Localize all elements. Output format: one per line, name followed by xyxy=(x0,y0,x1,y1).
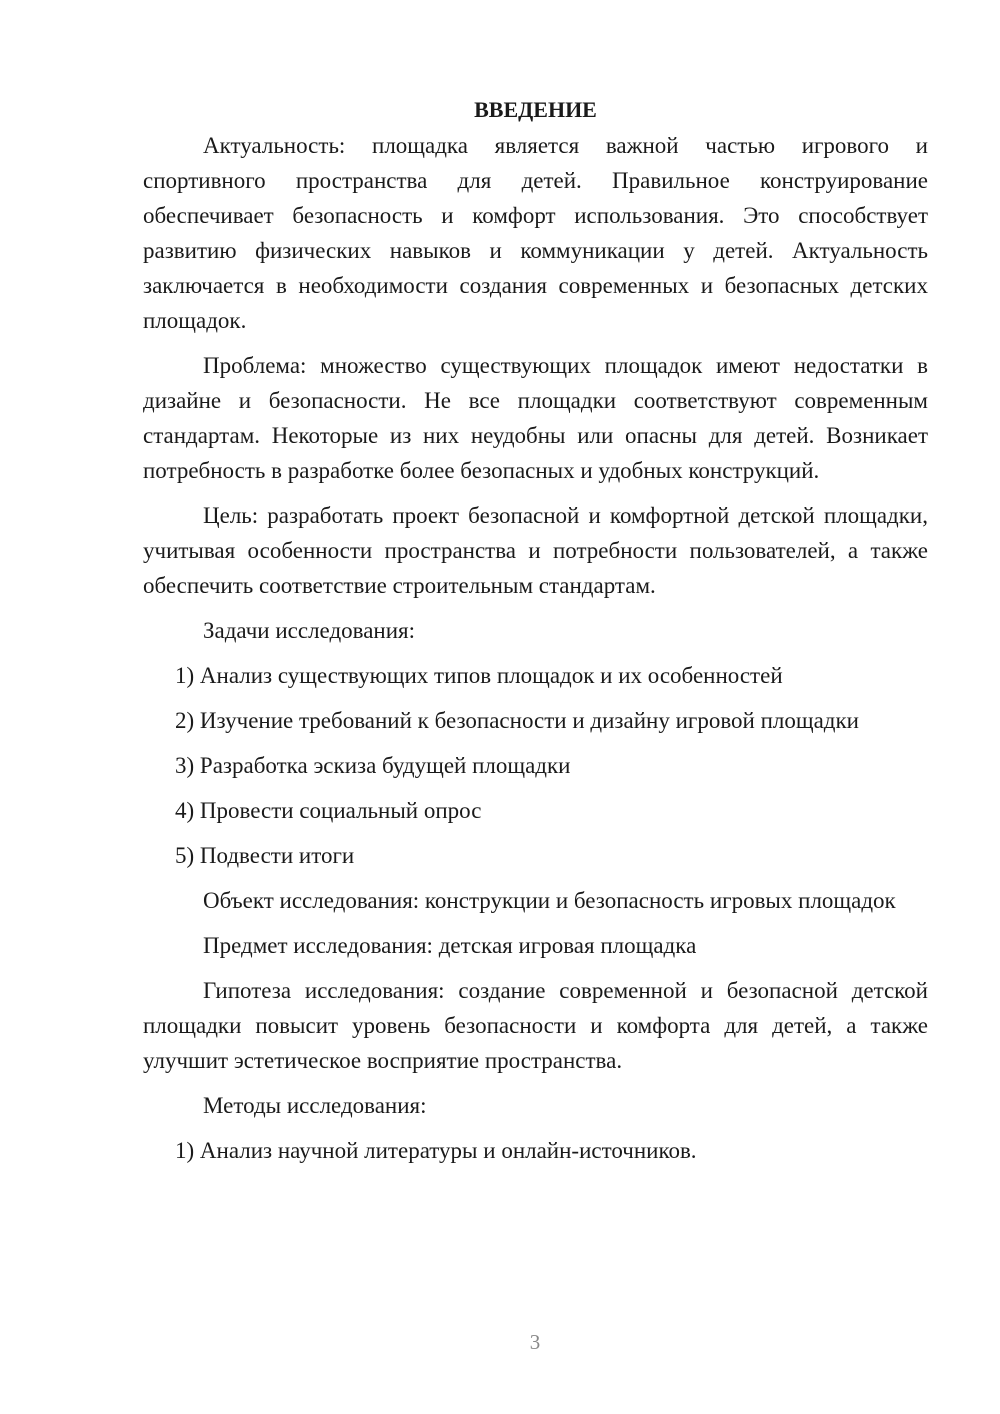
list-item: 3) Разработка эскиза будущей площадки xyxy=(175,753,571,778)
page-content xyxy=(143,92,928,1178)
methods-list xyxy=(143,1133,928,1168)
tasks-heading: Задачи исследования: xyxy=(203,618,416,643)
problem-paragraph: Проблема: множество существующих площадок имеют недостатки в дизайне и безопасности. Не все площадки соответствуют современным стандартам. Некоторые из них неудобны или опасны для детей. Возникает потребность в разработке более безопасных и удобных конструкций. xyxy=(143,353,928,483)
list-item: 4) Провести социальный опрос xyxy=(175,798,482,823)
page-number: 3 xyxy=(529,1330,541,1354)
subject-paragraph: Предмет исследования: детская игровая площадка xyxy=(203,933,697,958)
list-item: 1) Анализ существующих типов площадок и их особенностей xyxy=(175,663,783,688)
relevance-paragraph: Актуальность: площадка является важной частью игрового и спортивного пространства для детей. Правильное конструирование обеспечивает безопасность и комфорт использования. Это способствует развитию физических навыков и коммуникации у детей. Актуальность заключается в необходимости создания современных и безопасных детских площадок. xyxy=(143,133,928,333)
tasks-list xyxy=(143,658,928,873)
list-item: 1) Анализ научной литературы и онлайн-источников. xyxy=(175,1138,697,1163)
list-item: 2) Изучение требований к безопасности и дизайну игровой площадки xyxy=(175,708,859,733)
list-item: 5) Подвести итоги xyxy=(175,843,355,868)
methods-heading: Методы исследования: xyxy=(203,1093,427,1118)
object-paragraph: Объект исследования: конструкции и безопасность игровых площадок xyxy=(203,888,896,913)
hypothesis-paragraph: Гипотеза исследования: создание современной и безопасной детской площадки повысит уровень безопасности и комфорта для детей, а также улучшит эстетическое восприятие пространства. xyxy=(143,978,928,1073)
page-title: ВВЕДЕНИЕ xyxy=(474,97,597,122)
goal-paragraph: Цель: разработать проект безопасной и комфортной детской площадки, учитывая особенности пространства и потребности пользователей, а также обеспечить соответствие строительным стандартам. xyxy=(143,503,928,598)
